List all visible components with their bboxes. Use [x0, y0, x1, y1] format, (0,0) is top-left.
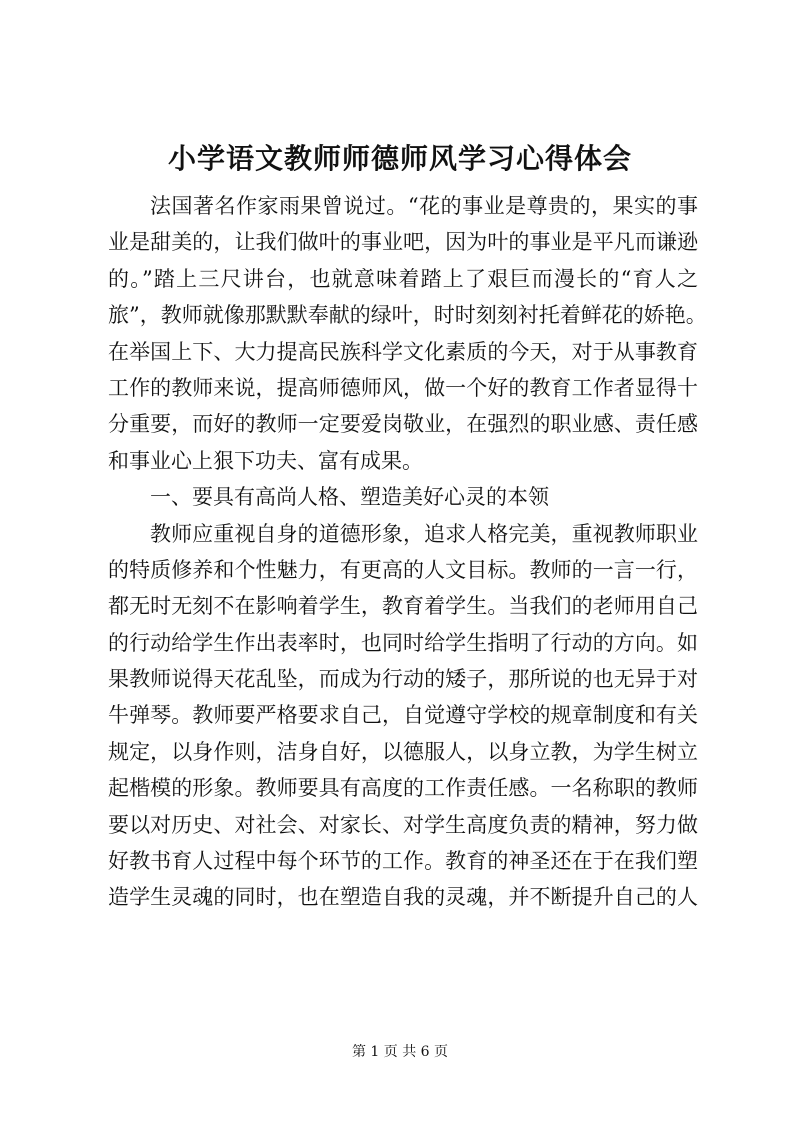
paragraph-line: 教师应重视自身的道德形象，追求人格完美，重视教师职业 [150, 521, 698, 546]
paragraph-line: 造学生灵魂的同时，也在塑造自我的灵魂，并不断提升自己的人 [108, 885, 698, 910]
paragraph-line: 业是甜美的，让我们做叶的事业吧，因为叶的事业是平凡而谦逊 [108, 230, 698, 255]
page-number-footer: 第 1 页 共 6 页 [351, 1044, 449, 1060]
paragraph-line: 的特质修养和个性魅力，有更高的人文目标。教师的一言一行， [108, 557, 698, 582]
page-title: 小学语文教师师德师风学习心得体会 [167, 142, 632, 175]
paragraph-line: 起楷模的形象。教师要具有高度的工作责任感。一名称职的教师 [108, 776, 698, 801]
paragraph-line: 在举国上下、大力提高民族科学文化素质的今天，对于从事教育 [108, 339, 698, 364]
paragraph-line: 的行动给学生作出表率时，也同时给学生指明了行动的方向。如 [108, 630, 698, 655]
paragraph-line: 果教师说得天花乱坠，而成为行动的矮子，那所说的也无异于对 [108, 667, 698, 692]
paragraph-line: 牛弹琴。教师要严格要求自己，自觉遵守学校的规章制度和有关 [108, 703, 698, 728]
paragraph-line: 旅”，教师就像那默默奉献的绿叶，时时刻刻衬托着鲜花的娇艳。 [108, 303, 707, 328]
paragraph-line: 的。”踏上三尺讲台，也就意味着踏上了艰巨而漫长的“育人之 [108, 266, 698, 291]
paragraph-line: 和事业心上狠下功夫、富有成果。 [108, 448, 423, 473]
section-heading: 一、要具有高尚人格、塑造美好心灵的本领 [150, 485, 549, 510]
paragraph-line: 工作的教师来说，提高师德师风，做一个好的教育工作者显得十 [108, 375, 698, 400]
document-body [108, 188, 707, 916]
paragraph-line: 分重要，而好的教师一定要爱岗敬业，在强烈的职业感、责任感 [108, 412, 698, 437]
paragraph-line: 规定，以身作则，洁身自好，以德服人，以身立教，为学生树立 [108, 739, 698, 764]
paragraph-line: 要以对历史、对社会、对家长、对学生高度负责的精神，努力做 [108, 812, 698, 837]
paragraph-line: 都无时无刻不在影响着学生，教育着学生。当我们的老师用自己 [108, 594, 698, 619]
paragraph-line: 好教书育人过程中每个环节的工作。教育的神圣还在于在我们塑 [108, 849, 698, 874]
paragraph-line: 法国著名作家雨果曾说过。“花的事业是尊贵的，果实的事 [150, 194, 698, 218]
